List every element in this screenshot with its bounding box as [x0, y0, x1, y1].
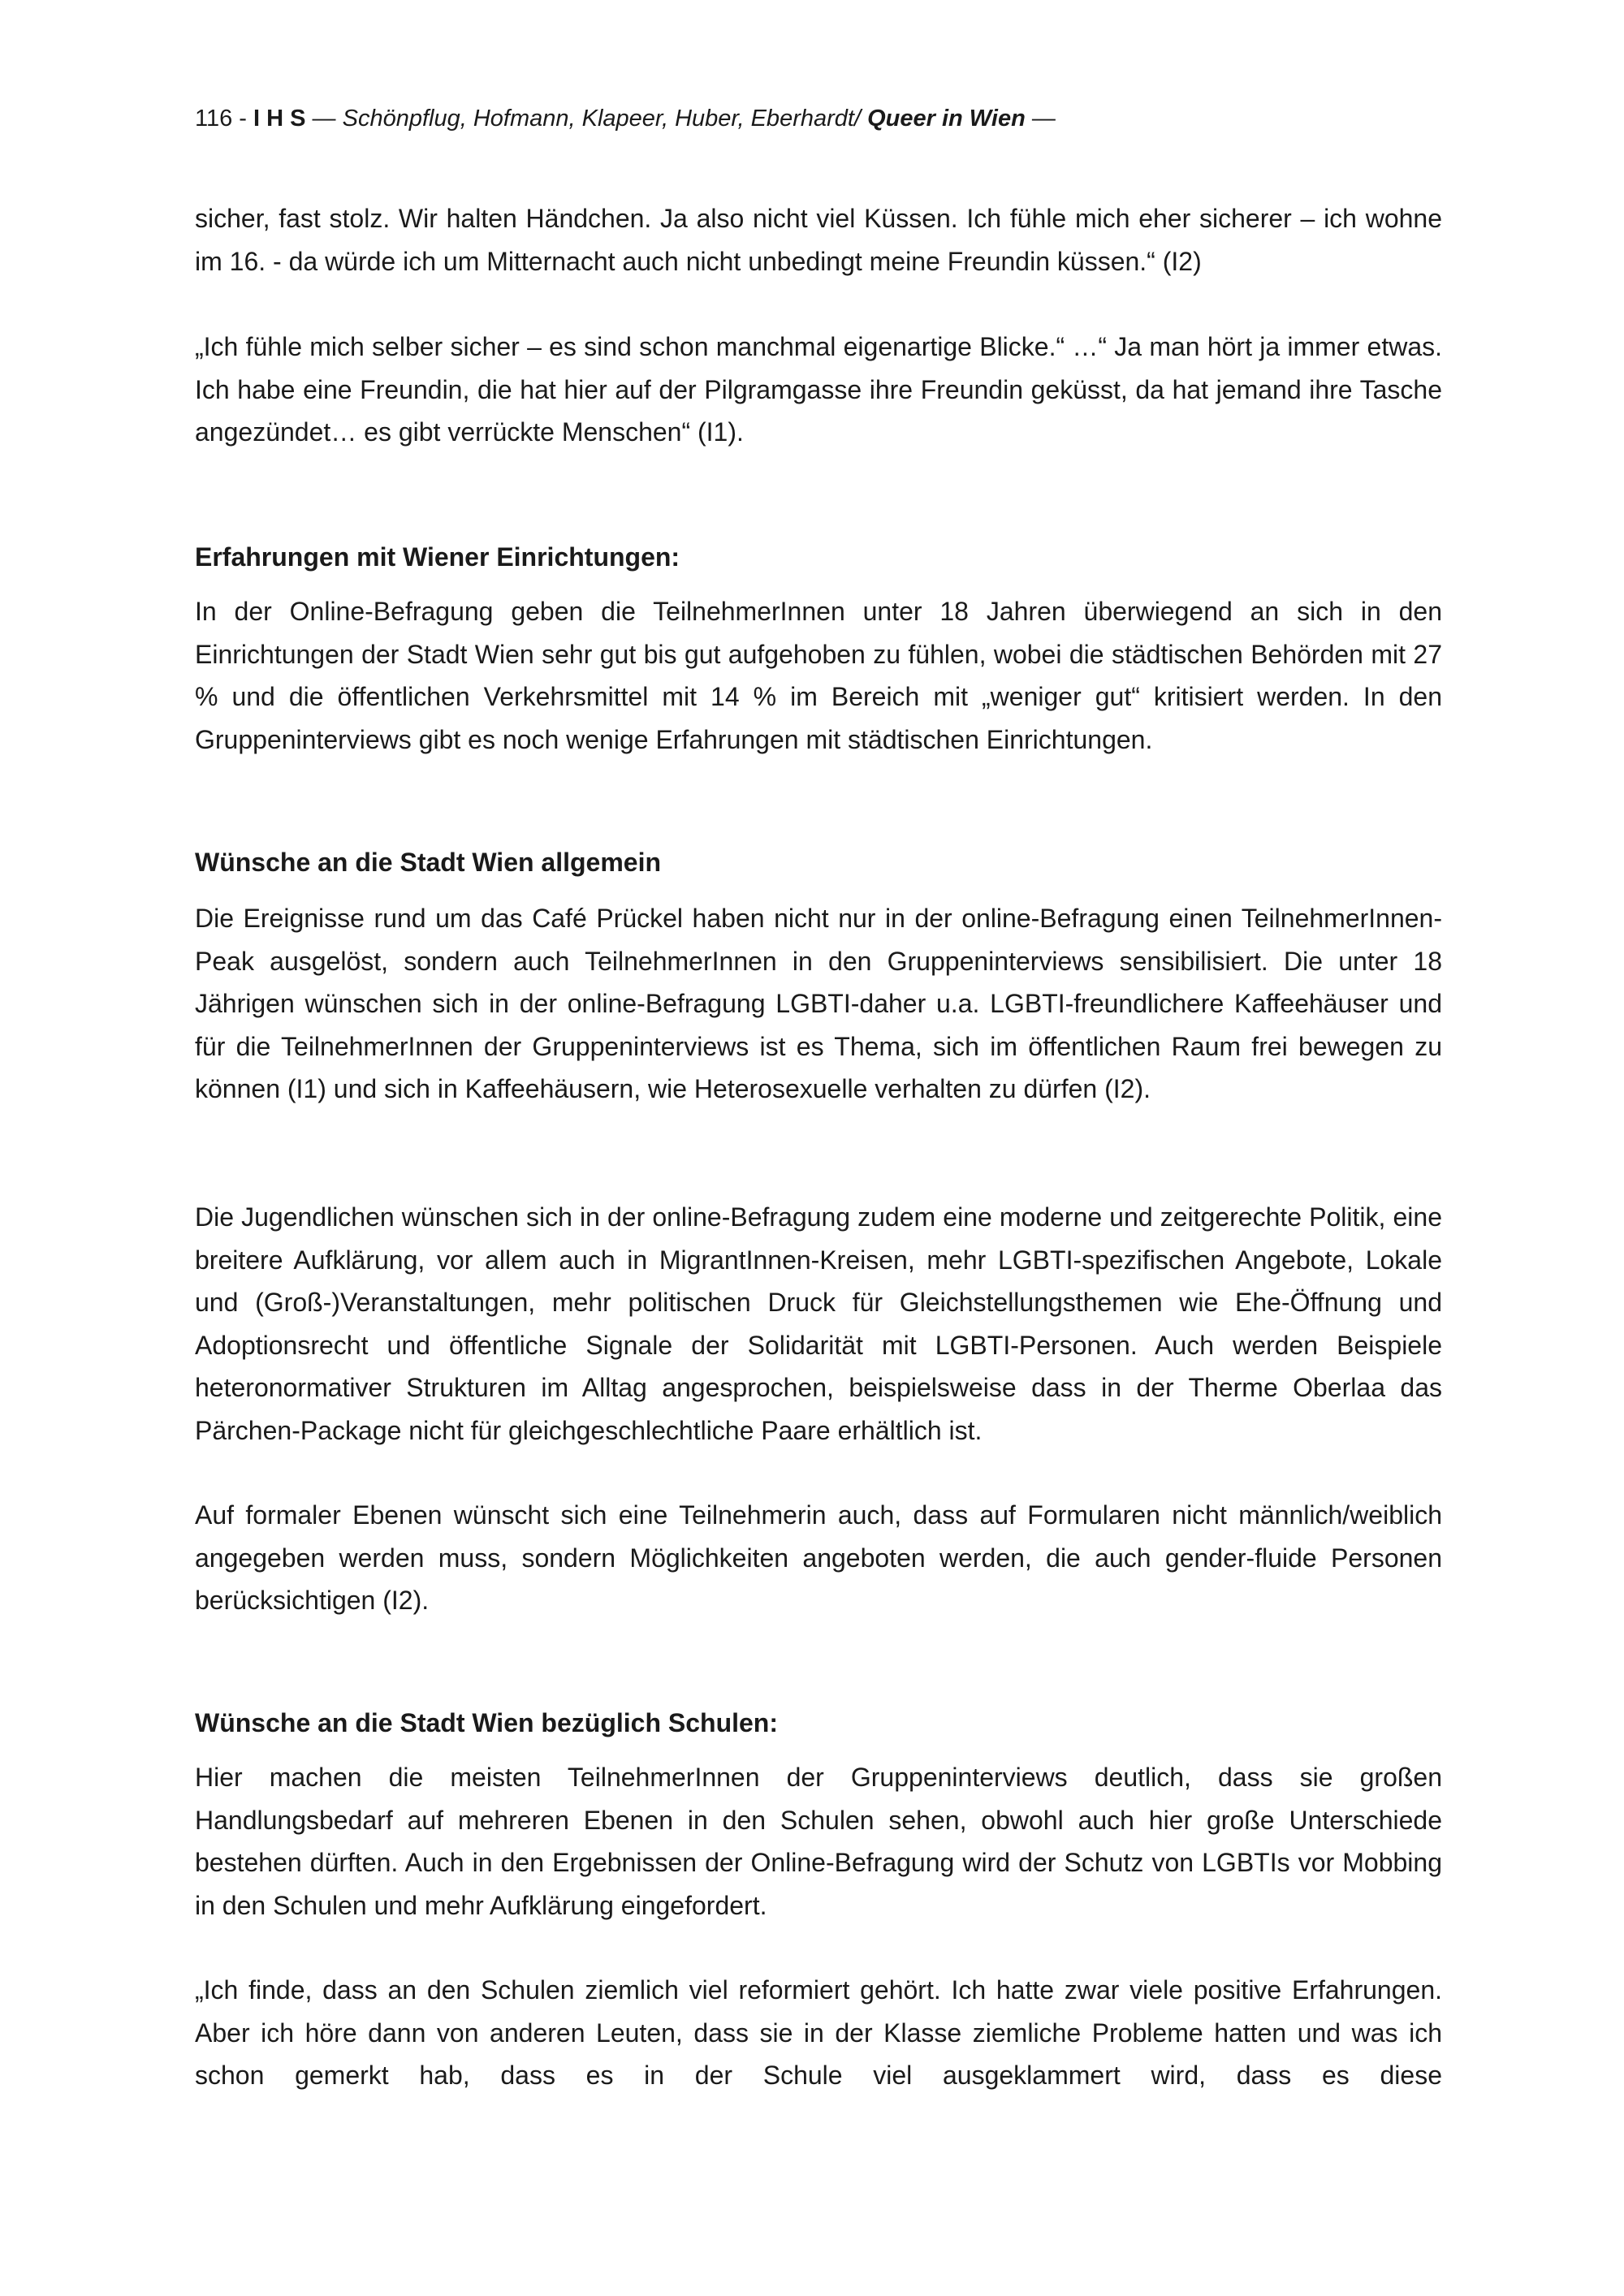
paragraph-schulen: Hier machen die meisten TeilnehmerInnen der Gruppeninterviews deutlich, dass sie großen Handlungsbedarf auf mehreren Ebenen in den Schulen sehen, obwohl auch hier große Unterschiede bestehen dürften. Auch in den Ergebnissen der Online-Befragung wird der Schutz von LGBTIs vor Mobbing in den Schulen und mehr Aufklärung eingefordert. — [195, 1763, 1442, 1920]
running-header — [195, 104, 1429, 133]
institute-name: I H S — [253, 106, 306, 132]
header-dash: — — [312, 106, 336, 132]
header-authors: Schönpflug, Hofmann, Klapeer, Huber, Eberhardt/ — [342, 106, 862, 132]
paragraph-cafe-prueckel: Die Ereignisse rund um das Café Prückel haben nicht nur in der online-Befragung einen TeilnehmerInnen-Peak ausgelöst, sondern auch TeilnehmerInnen in den Gruppeninterviews sensibilisiert. Die unter 18 Jährigen wünschen sich in der online-Befragung LGBTI-daher u.a. LGBTI-freundlichere Kaffeehäuser und für die TeilnehmerInnen der Gruppeninterviews ist es Thema, sich im öffentlichen Raum frei bewegen zu können (I1) und sich in Kaffeehäusern, wie Heterosexuelle verhalten zu dürfen (I2). — [195, 904, 1442, 1103]
paragraph-quote-schulen: „Ich finde, dass an den Schulen ziemlich viel reformiert gehört. Ich hatte zwar viele positive Erfahrungen. Aber ich höre dann von anderen Leuten, dass sie in der Klasse ziemliche Probleme hatten und was ich schon gemerkt hab, dass es in der Schule viel ausgeklammert wird, dass es diese — [195, 1975, 1442, 2090]
header-dash-end: — — [1031, 106, 1056, 132]
page-number: 116 - — [195, 106, 247, 132]
section-heading-einrichtungen: Erfahrungen mit Wiener Einrichtungen: — [195, 542, 680, 572]
paragraph-jugendliche-politik: Die Jugendlichen wünschen sich in der online-Befragung zudem eine moderne und zeitgerechte Politik, eine breitere Aufklärung, vor allem auch in MigrantInnen-Kreisen, mehr LGBTI-spezifischen Angebote, Lokale und (Groß-)Veranstaltungen, mehr politischen Druck für Gleichstellungsthemen wie Ehe-Öffnung und Adoptionsrecht und öffentliche Signale der Solidarität mit LGBTI-Personen. Auch werden Beispiele heteronormativer Strukturen im Alltag angesprochen, beispielsweise dass in der Therme Oberlaa das Pärchen-Package nicht für gleichgeschlechtliche Paare erhältlich ist. — [195, 1202, 1442, 1445]
paragraph-einrichtungen: In der Online-Befragung geben die TeilnehmerInnen unter 18 Jahren überwiegend an sich in den Einrichtungen der Stadt Wien sehr gut bis gut aufgehoben zu fühlen, wobei die städtischen Behörden mit 27 % und die öffentlichen Verkehrsmittel mit 14 % im Bereich mit „weniger gut“ kritisiert werden. In den Gruppeninterviews gibt es noch wenige Erfahrungen mit städtischen Einrichtungen. — [195, 597, 1442, 754]
section-heading-schulen: Wünsche an die Stadt Wien bezüglich Schulen: — [195, 1708, 778, 1737]
header-title: Queer in Wien — [867, 106, 1026, 132]
section-heading-wuensche-allgemein: Wünsche an die Stadt Wien allgemein — [195, 848, 662, 877]
paragraph-quote-continued: sicher, fast stolz. Wir halten Händchen. Ja also nicht viel Küssen. Ich fühle mich eher sicherer – ich wohne im 16. - da würde ich um Mitternacht auch nicht unbedingt meine Freundin küssen.“ (I2) — [195, 204, 1442, 276]
paragraph-quote-i1: „Ich fühle mich selber sicher – es sind schon manchmal eigenartige Blicke.“ …“ Ja man hört ja immer etwas. Ich habe eine Freundin, die hat hier auf der Pilgramgasse ihre Freundin geküsst, da hat jemand ihre Tasche angezündet… es gibt verrückte Menschen“ (I1). — [195, 332, 1442, 447]
paragraph-formulare: Auf formaler Ebenen wünscht sich eine Teilnehmerin auch, dass auf Formularen nicht männlich/weiblich angegeben werden muss, sondern Möglichkeiten angeboten werden, die auch gender-fluide Personen berücksichtigen (I2). — [195, 1500, 1442, 1615]
